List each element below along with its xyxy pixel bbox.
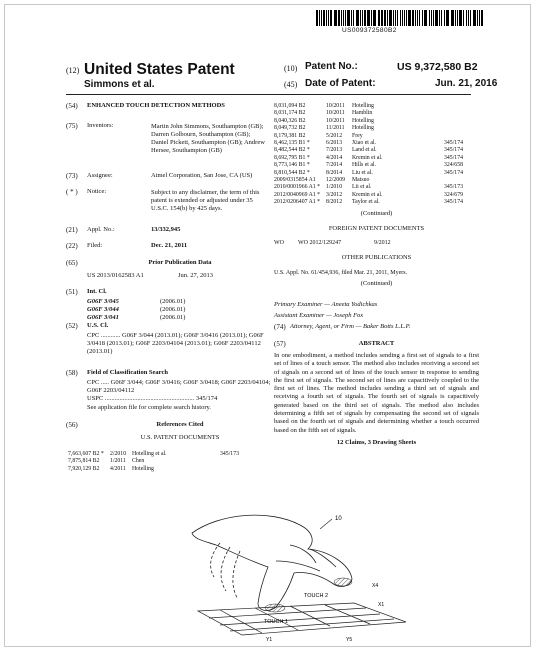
barcode-bar (341, 10, 342, 26)
barcode-bar (470, 10, 471, 26)
patent-inventor: Liu et al. (352, 169, 373, 176)
int-cl-row (87, 314, 277, 322)
us-cl-label: U.S. Cl. (87, 322, 109, 329)
cited-patent-row (68, 451, 278, 458)
patent-date: 1/2010 (326, 184, 343, 191)
patent-number: 7,663,607 B2 * (68, 451, 104, 457)
int-cl-year: (2006.01) (160, 314, 186, 321)
patent-number: 2009/0315854 A1 (274, 176, 316, 183)
field-of-search-label: Field of Classification Search (87, 369, 168, 376)
patent-no-label: Patent No.: (305, 61, 358, 72)
code-65: (65) (66, 259, 78, 267)
barcode-bar (379, 10, 380, 26)
barcode-bar (384, 10, 386, 26)
barcode-bar (387, 10, 388, 26)
cited-patent-row (274, 118, 484, 125)
patent-number: 7,875,814 B2 (68, 458, 100, 465)
patent-class: 345/174 (444, 139, 464, 146)
barcode-bar (422, 10, 423, 26)
patent-date: 2/2010 (110, 451, 127, 457)
barcode-bar (393, 10, 394, 26)
x4-label: X4 (372, 583, 379, 589)
barcode-bar (367, 10, 370, 26)
header-rule (66, 94, 471, 95)
patent-inventor: Hamblin (352, 110, 373, 117)
references-cited-heading: References Cited (156, 421, 204, 428)
code-52: (52) (66, 322, 78, 330)
barcode-bar (343, 10, 344, 26)
cited-patent-row (274, 170, 484, 177)
y5-label: Y5 (346, 637, 353, 643)
code-56: (56) (66, 421, 78, 429)
barcode-bar (345, 10, 346, 26)
patent-date: 8/2014 (326, 169, 343, 176)
patent-number: 8,692,795 B1 * (274, 154, 310, 161)
patent-date: 7/2013 (326, 147, 343, 154)
barcode-bar (433, 10, 434, 26)
notice-label: Notice: (87, 188, 107, 195)
assignee-label: Assignee: (87, 172, 113, 179)
touch-2-contact (334, 578, 352, 586)
patent-number: 8,031,174 B2 (274, 110, 306, 117)
barcode-bar (321, 10, 322, 26)
barcode-bar (373, 10, 374, 26)
patent-date: 1/2011 (110, 458, 126, 465)
document-kind: United States Patent (84, 61, 235, 78)
patent-class: 324/679 (444, 191, 464, 198)
barcode-bar (435, 10, 438, 26)
barcode-bar (429, 10, 431, 26)
patent-number: 8,049,732 B2 (274, 125, 306, 132)
patent-inventor: Hills et al. (352, 162, 376, 169)
barcode-bar (455, 10, 456, 26)
barcode-bar (381, 10, 383, 26)
patent-number: 8,462,135 B1 * (274, 139, 310, 146)
patent-date: 3/2012 (326, 191, 343, 198)
patent-class: 345/174 (444, 199, 464, 206)
barcode-bar (404, 10, 405, 26)
patent-number: 8,179,381 B2 (274, 132, 306, 139)
int-cl-code: G06F 3/045 (87, 298, 119, 305)
abstract-text: In one embodiment, a method includes sending a first set of signals to a first set of lines of a touch sensor. The method also includes receiving a second set of signals on a second set of lines of the touch sensor in response to sending the first set of signals. The second set of lines are capacitively coupled to the first set of lines. The method includes sending a third set of signals and receiving a fourth set of signals. The fourth set of signals is capacitively generated based on the third set of signals. The method also includes determining a fifth set of signals by compensating the second set of signals based on the fourth set of signals and determining whether a touch occurred based on the fifth set of signals. (274, 352, 479, 434)
patent-inventor: Hotelling (132, 465, 154, 472)
int-cl-label: Int. Cl. (87, 288, 107, 295)
barcode-bar (481, 10, 483, 26)
prior-publication-number: US 2013/0162583 A1 (87, 272, 144, 279)
date-of-patent-label: Date of Patent: (305, 78, 376, 89)
patent-title: ENHANCED TOUCH DETECTION METHODS (87, 102, 225, 109)
int-cl-code: G06F 3/044 (87, 306, 119, 313)
touch-2-label: TOUCH 2 (304, 593, 329, 599)
patent-number: US 9,372,580 B2 (397, 61, 478, 73)
patent-inventor: Land et al. (352, 147, 377, 154)
assistant-examiner: Assistant Examiner — Joseph Fox (274, 312, 364, 319)
barcode-bar (441, 10, 443, 26)
foreign-patent-date: 9/2012 (374, 240, 391, 246)
code-57: (57) (274, 340, 286, 348)
us-patents-list-right (274, 103, 484, 206)
cited-patent-row (274, 103, 484, 110)
cited-patent-row (274, 184, 484, 191)
patent-number: 2010/0001966 A1 * (274, 184, 321, 191)
int-cl-row (87, 298, 277, 306)
cited-patent-row (274, 155, 484, 162)
inventors-text: Martin John Simmons, Southampton (GB); Darren Golbourn, Southampton (GB); Daniel Pickett, Southampton (GB); Andrew Hersee, Southampton (GB) (151, 123, 265, 154)
barcode-bar (415, 10, 416, 26)
barcode-bar (474, 10, 476, 26)
patent-inventor: Lii et al. (352, 184, 372, 191)
field-of-search-cpc: CPC ..... G06F 3/044; G06F 3/0416; G06F 3/0418; G06F 2203/04104; G06F 2203/04112 (87, 379, 271, 394)
patent-inventor: Kremin et al. (352, 191, 383, 198)
code-notice: ( * ) (66, 188, 78, 196)
date-of-patent: Jun. 21, 2016 (435, 78, 498, 89)
patent-number: 8,031,094 B2 (274, 103, 306, 109)
barcode-bar (397, 10, 399, 26)
patent-inventor: Matsuo (352, 176, 370, 183)
patent-inventor: Xiao et al. (352, 139, 376, 146)
barcode (316, 10, 484, 26)
notice-text: Subject to any disclaimer, the term of this patent is extended or adjusted under 35 U.S.C. 154(b) by 425 days. (151, 189, 260, 212)
patent-class: 345/173 (220, 451, 240, 457)
filed-label: Filed: (87, 242, 103, 249)
code-75: (75) (66, 122, 78, 130)
barcode-bar (446, 10, 447, 26)
reference-numeral-10: 10 (335, 516, 342, 522)
patent-class: 345/174 (444, 147, 464, 154)
patent-date: 10/2011 (326, 117, 345, 124)
barcode-bar (371, 10, 372, 26)
code-21: (21) (66, 226, 78, 234)
int-cl-year: (2006.01) (160, 298, 186, 305)
patent-number: 2012/0040969 A1 * (274, 191, 321, 198)
cited-patent-row (274, 199, 484, 206)
barcode-bar (459, 10, 462, 26)
patent-number: 8,482,544 B2 * (274, 147, 310, 154)
reference-leader (320, 519, 332, 529)
barcode-bar (335, 10, 337, 26)
claims-summary: 12 Claims, 3 Drawing Sheets (336, 439, 417, 446)
cited-patent-row (68, 458, 278, 465)
barcode-bar (468, 10, 470, 26)
int-cl-code: G06F 3/041 (87, 314, 119, 321)
touch-1-label: TOUCH 1 (264, 619, 289, 625)
inventors-label: Inventors: (87, 122, 114, 129)
patent-inventor: Chen (132, 458, 145, 465)
patent-inventor: Taylor et al. (352, 199, 380, 206)
barcode-bar (356, 10, 357, 26)
barcode-bar (406, 10, 407, 26)
patent-date: 12/2009 (326, 176, 346, 183)
barcode-bar (452, 10, 454, 26)
barcode-bar (466, 10, 467, 26)
patent-class: 345/174 (444, 154, 464, 161)
cited-patent-row (274, 140, 484, 147)
barcode-bar (424, 10, 425, 26)
barcode-bar (338, 10, 340, 26)
code-58: (58) (66, 369, 78, 377)
barcode-bar (334, 10, 335, 26)
cpc-classification: CPC ............ G06F 3/044 (2013.01); G06F 3/0416 (2013.01); G06F 3/0418 (2013.01); G06F 2203/04104 (2013.01); G06F 2203/04112 (2013.01) (87, 332, 264, 355)
barcode-bar (451, 10, 452, 26)
y1-label: Y1 (266, 637, 273, 643)
patent-date: 5/2012 (326, 132, 343, 139)
field-of-search-note: See application file for complete search history. (87, 404, 211, 411)
other-publications-heading: OTHER PUBLICATIONS (341, 254, 412, 261)
us-patents-list-left (68, 451, 278, 473)
barcode-bar (374, 10, 376, 26)
cited-patent-row (274, 162, 484, 169)
field-of-search-uspc: USPC ....................................................... 345/174 (87, 395, 218, 402)
patent-date: 10/2011 (326, 103, 345, 109)
code-54: (54) (66, 102, 78, 110)
patent-class: 324/658 (444, 162, 464, 169)
patent-inventor: Hotelling (352, 125, 374, 132)
patent-date: 11/2011 (326, 125, 345, 132)
patent-inventor: Kremin et al. (352, 154, 383, 161)
barcode-bar (328, 10, 329, 26)
prior-publication-date: Jun. 27, 2013 (178, 272, 214, 279)
patent-date: 10/2011 (326, 110, 345, 117)
patent-inventor: Hotelling et al. (132, 451, 167, 457)
patent-number: 8,810,544 B2 * (274, 169, 310, 176)
barcode-bar (389, 10, 392, 26)
barcode-bar (400, 10, 401, 26)
attorney: Attorney, Agent, or Firm — Baker Botts L.L.P. (290, 323, 411, 330)
barcode-bar (395, 10, 396, 26)
barcode-bar (360, 10, 361, 26)
appl-label: Appl. No.: (87, 226, 115, 233)
barcode-bar (425, 10, 427, 26)
barcode-bar (362, 10, 363, 26)
code-22: (22) (66, 242, 78, 250)
barcode-bar (326, 10, 327, 26)
patent-date: 6/2013 (326, 139, 343, 146)
inventor-line: Simmons et al. (84, 79, 155, 90)
barcode-bar (330, 10, 333, 26)
barcode-bar (457, 10, 458, 26)
code-51: (51) (66, 288, 78, 296)
barcode-bar (479, 10, 480, 26)
int-cl-year: (2006.01) (160, 306, 186, 313)
cited-patent-row (68, 466, 278, 473)
primary-examiner: Primary Examiner — Aneeta Yodichkas (274, 301, 378, 308)
barcode-bar (463, 10, 465, 26)
prior-publication-heading: Prior Publication Data (148, 259, 212, 266)
barcode-bar (323, 10, 325, 26)
continued-note: (Continued) (360, 210, 393, 217)
cited-patent-row (274, 192, 484, 199)
foreign-patent-number: WO 2012/129247 (298, 240, 342, 246)
touch-sensor-plane (198, 603, 406, 635)
patent-inventor: Hotelling (352, 117, 374, 124)
barcode-bar (402, 10, 404, 26)
barcode-bar (447, 10, 449, 26)
patent-number: 7,920,129 B2 (68, 465, 100, 472)
barcode-bar (316, 10, 318, 26)
barcode-bar (378, 10, 379, 26)
continued-note: (Continued) (360, 280, 393, 287)
patent-date: 8/2012 (326, 199, 343, 206)
cited-patent-row (274, 147, 484, 154)
barcode-bar (408, 10, 411, 26)
barcode-bar (351, 10, 353, 26)
cited-patent-row (274, 177, 484, 184)
patent-date: 7/2014 (326, 162, 343, 169)
patent-inventor: Hotelling (352, 103, 374, 109)
cited-patent-row (274, 133, 484, 140)
code-74: (74) (274, 323, 286, 331)
x1-label: X1 (378, 602, 385, 608)
foreign-patent-documents-heading: FOREIGN PATENT DOCUMENTS (328, 225, 425, 232)
barcode-bar (353, 10, 354, 26)
code-10: (10) (284, 64, 298, 73)
barcode-bar (347, 10, 350, 26)
other-publication: U.S. Appl. No. 61/454,936, filed Mar. 21, 2011, Myers. (274, 270, 408, 276)
patent-number: 8,773,146 B1 * (274, 162, 310, 169)
code-12: (12) (66, 66, 80, 75)
code-45: (45) (284, 80, 298, 89)
foreign-country: WO (274, 240, 284, 246)
appl-number: 13/332,945 (151, 226, 181, 233)
barcode-bar (477, 10, 478, 26)
figure-drawing (180, 505, 420, 647)
patent-number: 2012/0206407 A1 * (274, 199, 321, 206)
patent-date: 4/2011 (110, 465, 126, 472)
int-cl-row (87, 306, 277, 314)
barcode-bar (473, 10, 474, 26)
abstract-heading: ABSTRACT (358, 340, 395, 347)
code-73: (73) (66, 172, 78, 180)
barcode-bar (417, 10, 418, 26)
barcode-bar (412, 10, 414, 26)
barcode-bar (419, 10, 421, 26)
barcode-bar (357, 10, 359, 26)
barcode-bar (444, 10, 445, 26)
us-patent-documents-heading: U.S. PATENT DOCUMENTS (140, 434, 220, 441)
barcode-bar (319, 10, 320, 26)
assignee-text: Atmel Corporation, San Jose, CA (US) (151, 172, 253, 179)
document-number: US009372580B2 (342, 27, 397, 34)
patent-date: 4/2014 (326, 154, 343, 161)
filed-date: Dec. 21, 2011 (151, 242, 188, 249)
patent-inventor: Frey (352, 132, 363, 139)
cited-patent-row (274, 125, 484, 132)
patent-class: 345/173 (444, 184, 464, 191)
patent-number: 8,040,326 B2 (274, 117, 306, 124)
barcode-bar (364, 10, 366, 26)
patent-class: 345/174 (444, 169, 464, 176)
barcode-bar (439, 10, 440, 26)
cited-patent-row (274, 110, 484, 117)
barcode-bar (431, 10, 432, 26)
